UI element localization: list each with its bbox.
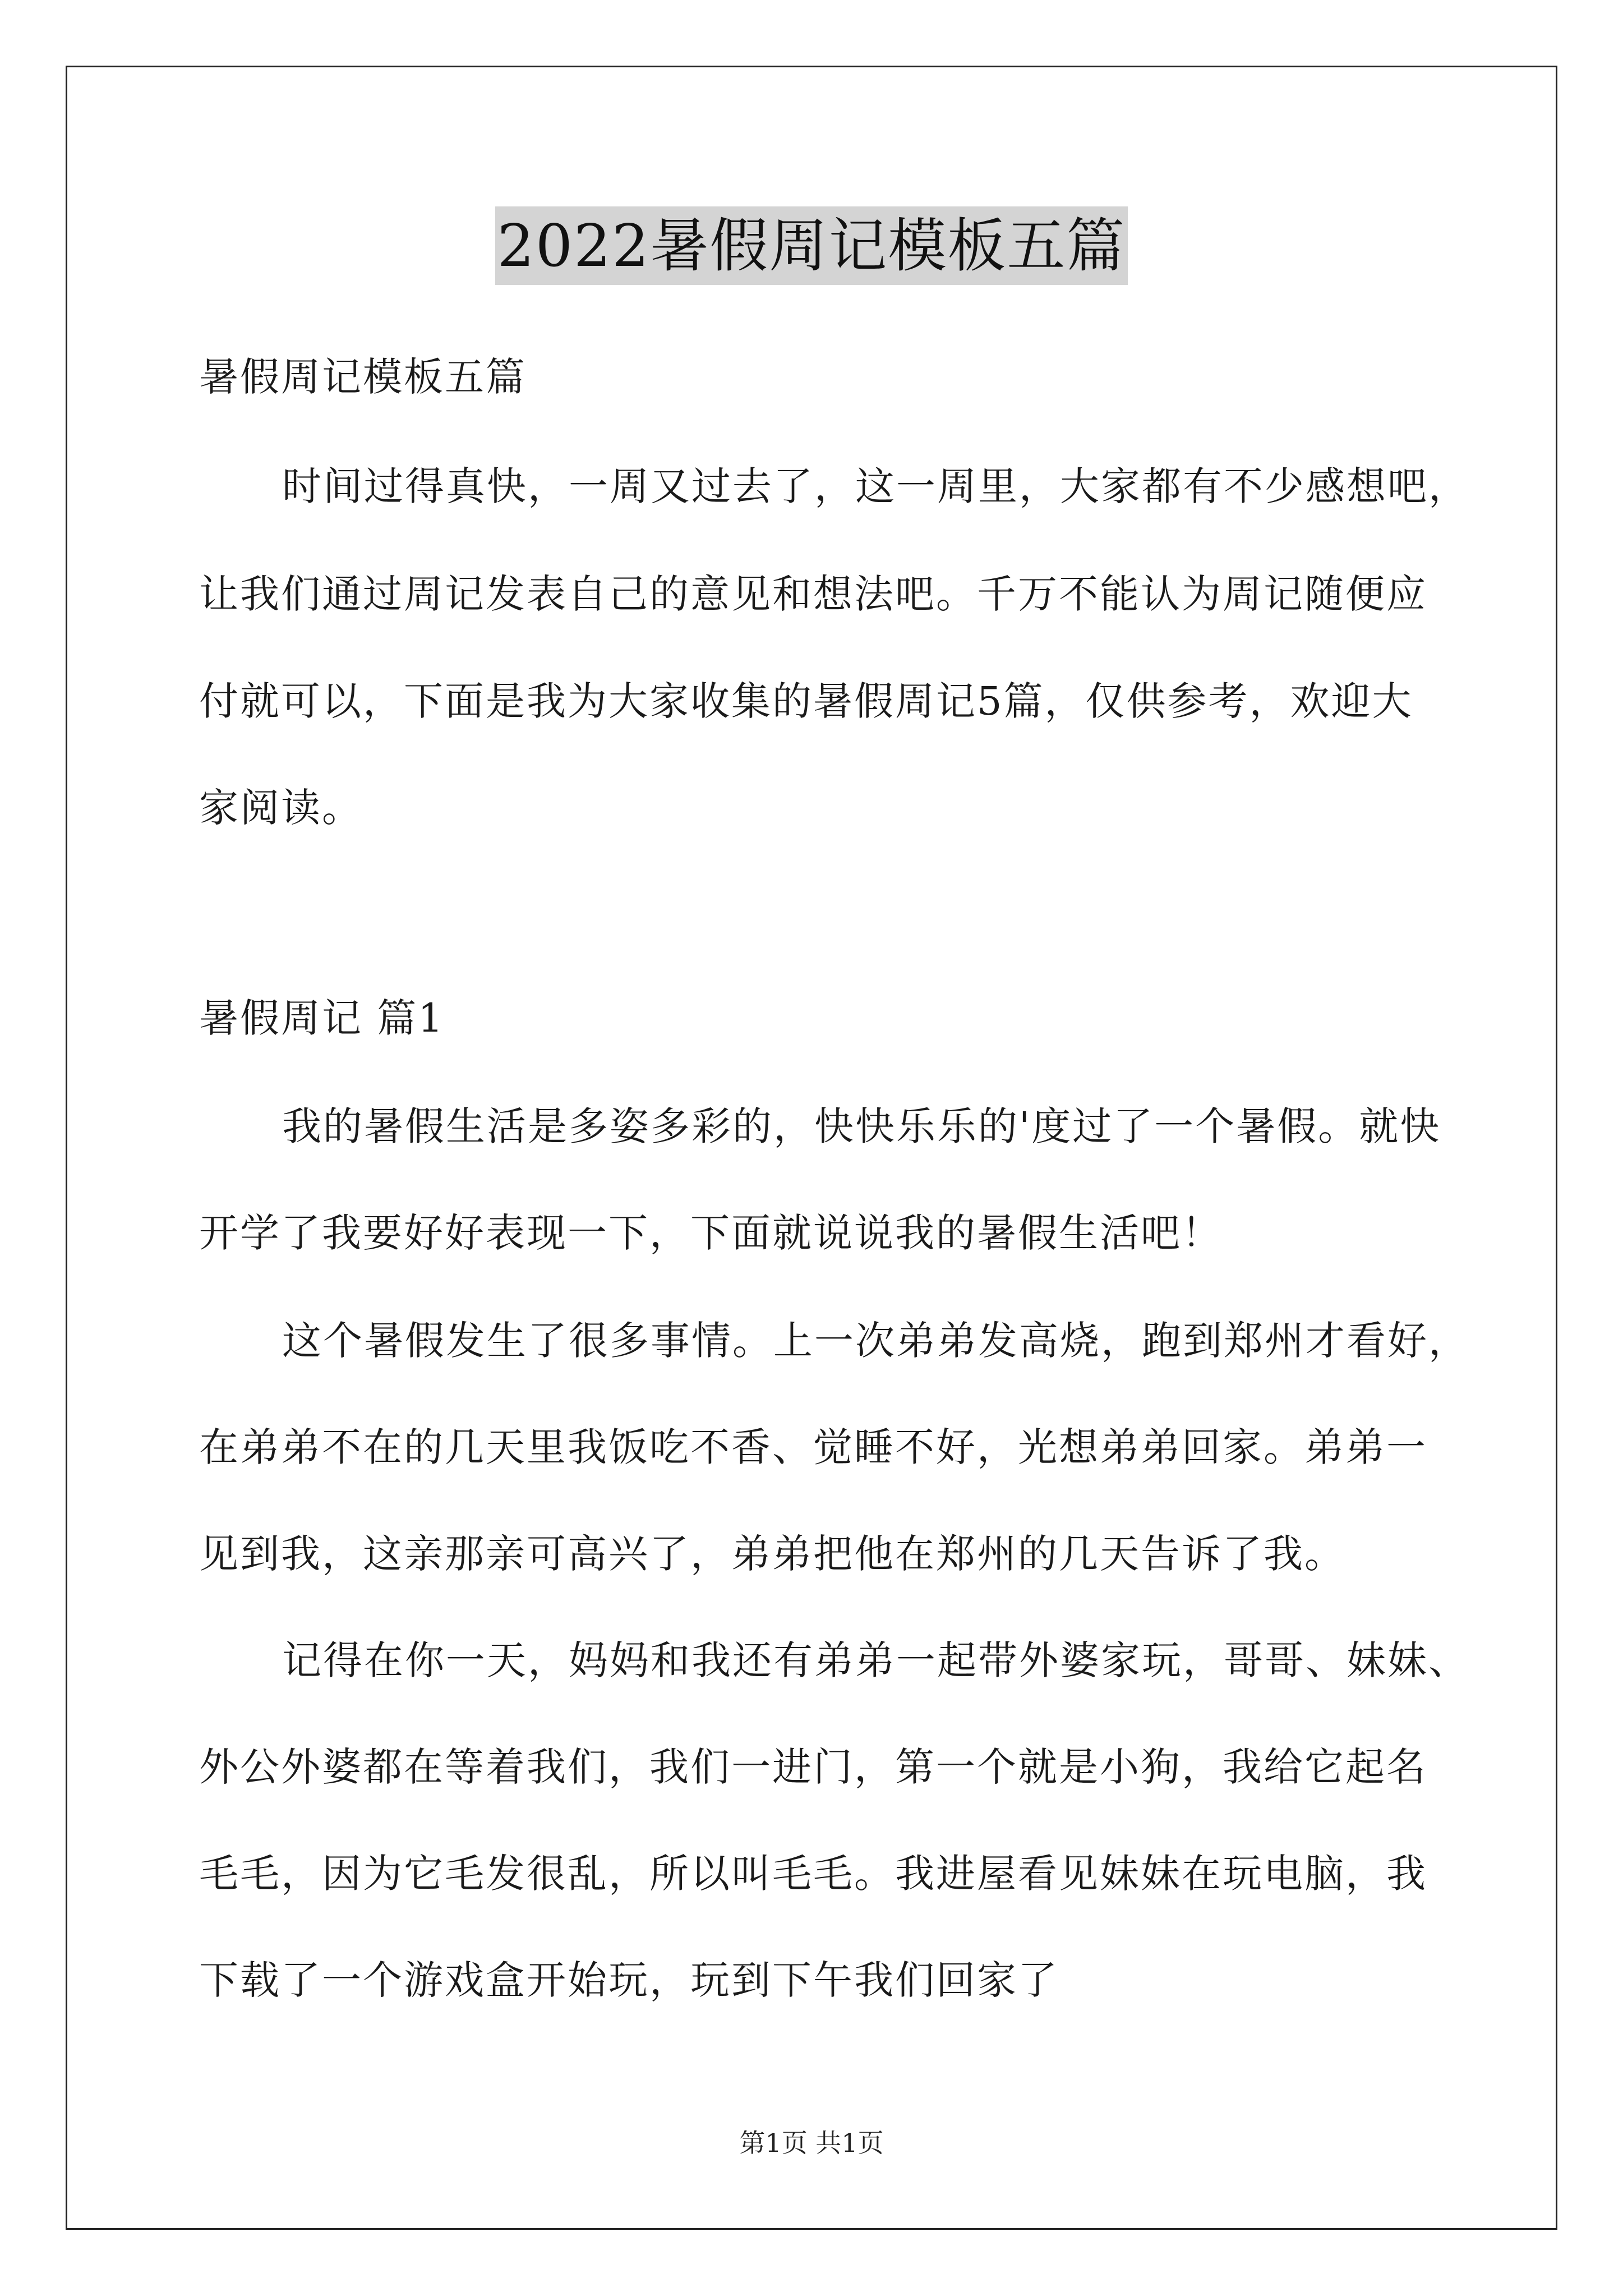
section-heading: 暑假周记 篇1 xyxy=(199,995,445,1041)
para3-line-2: 外公外婆都在等着我们，我们一进门，第一个就是小狗，我给它起名 xyxy=(199,1744,1427,1790)
para2-line-2: 在弟弟不在的几天里我饭吃不香、觉睡不好，光想弟弟回家。弟弟一 xyxy=(199,1424,1427,1470)
page-footer: 第1页 共1页 xyxy=(739,2128,884,2158)
subtitle: 暑假周记模板五篇 xyxy=(199,354,527,400)
title-wrap xyxy=(0,206,1623,285)
para3-line-1: 记得在你一天，妈妈和我还有弟弟一起带外婆家玩，哥哥、妹妹、 xyxy=(282,1637,1469,1683)
para3-line-4: 下载了一个游戏盒开始玩，玩到下午我们回家了 xyxy=(199,1957,1059,2003)
intro-line-2: 让我们通过周记发表自己的意见和想法吧。千万不能认为周记随便应 xyxy=(199,571,1427,617)
document-title: 2022暑假周记模板五篇 xyxy=(495,206,1128,285)
para1-line-1: 我的暑假生活是多姿多彩的，快快乐乐的'度过了一个暑假。就快 xyxy=(282,1103,1441,1149)
intro-line-3: 付就可以，下面是我为大家收集的暑假周记5篇，仅供参考，欢迎大 xyxy=(199,678,1413,724)
intro-line-1: 时间过得真快，一周又过去了，这一周里，大家都有不少感想吧， xyxy=(282,463,1469,509)
intro-line-4: 家阅读。 xyxy=(199,785,363,831)
para2-line-1: 这个暑假发生了很多事情。上一次弟弟发高烧，跑到郑州才看好， xyxy=(282,1318,1469,1364)
para2-line-3: 见到我，这亲那亲可高兴了，弟弟把他在郑州的几天告诉了我。 xyxy=(199,1531,1345,1577)
para1-line-2: 开学了我要好好表现一下，下面就说说我的暑假生活吧！ xyxy=(199,1210,1223,1256)
para3-line-3: 毛毛，因为它毛发很乱，所以叫毛毛。我进屋看见妹妹在玩电脑，我 xyxy=(199,1851,1427,1897)
